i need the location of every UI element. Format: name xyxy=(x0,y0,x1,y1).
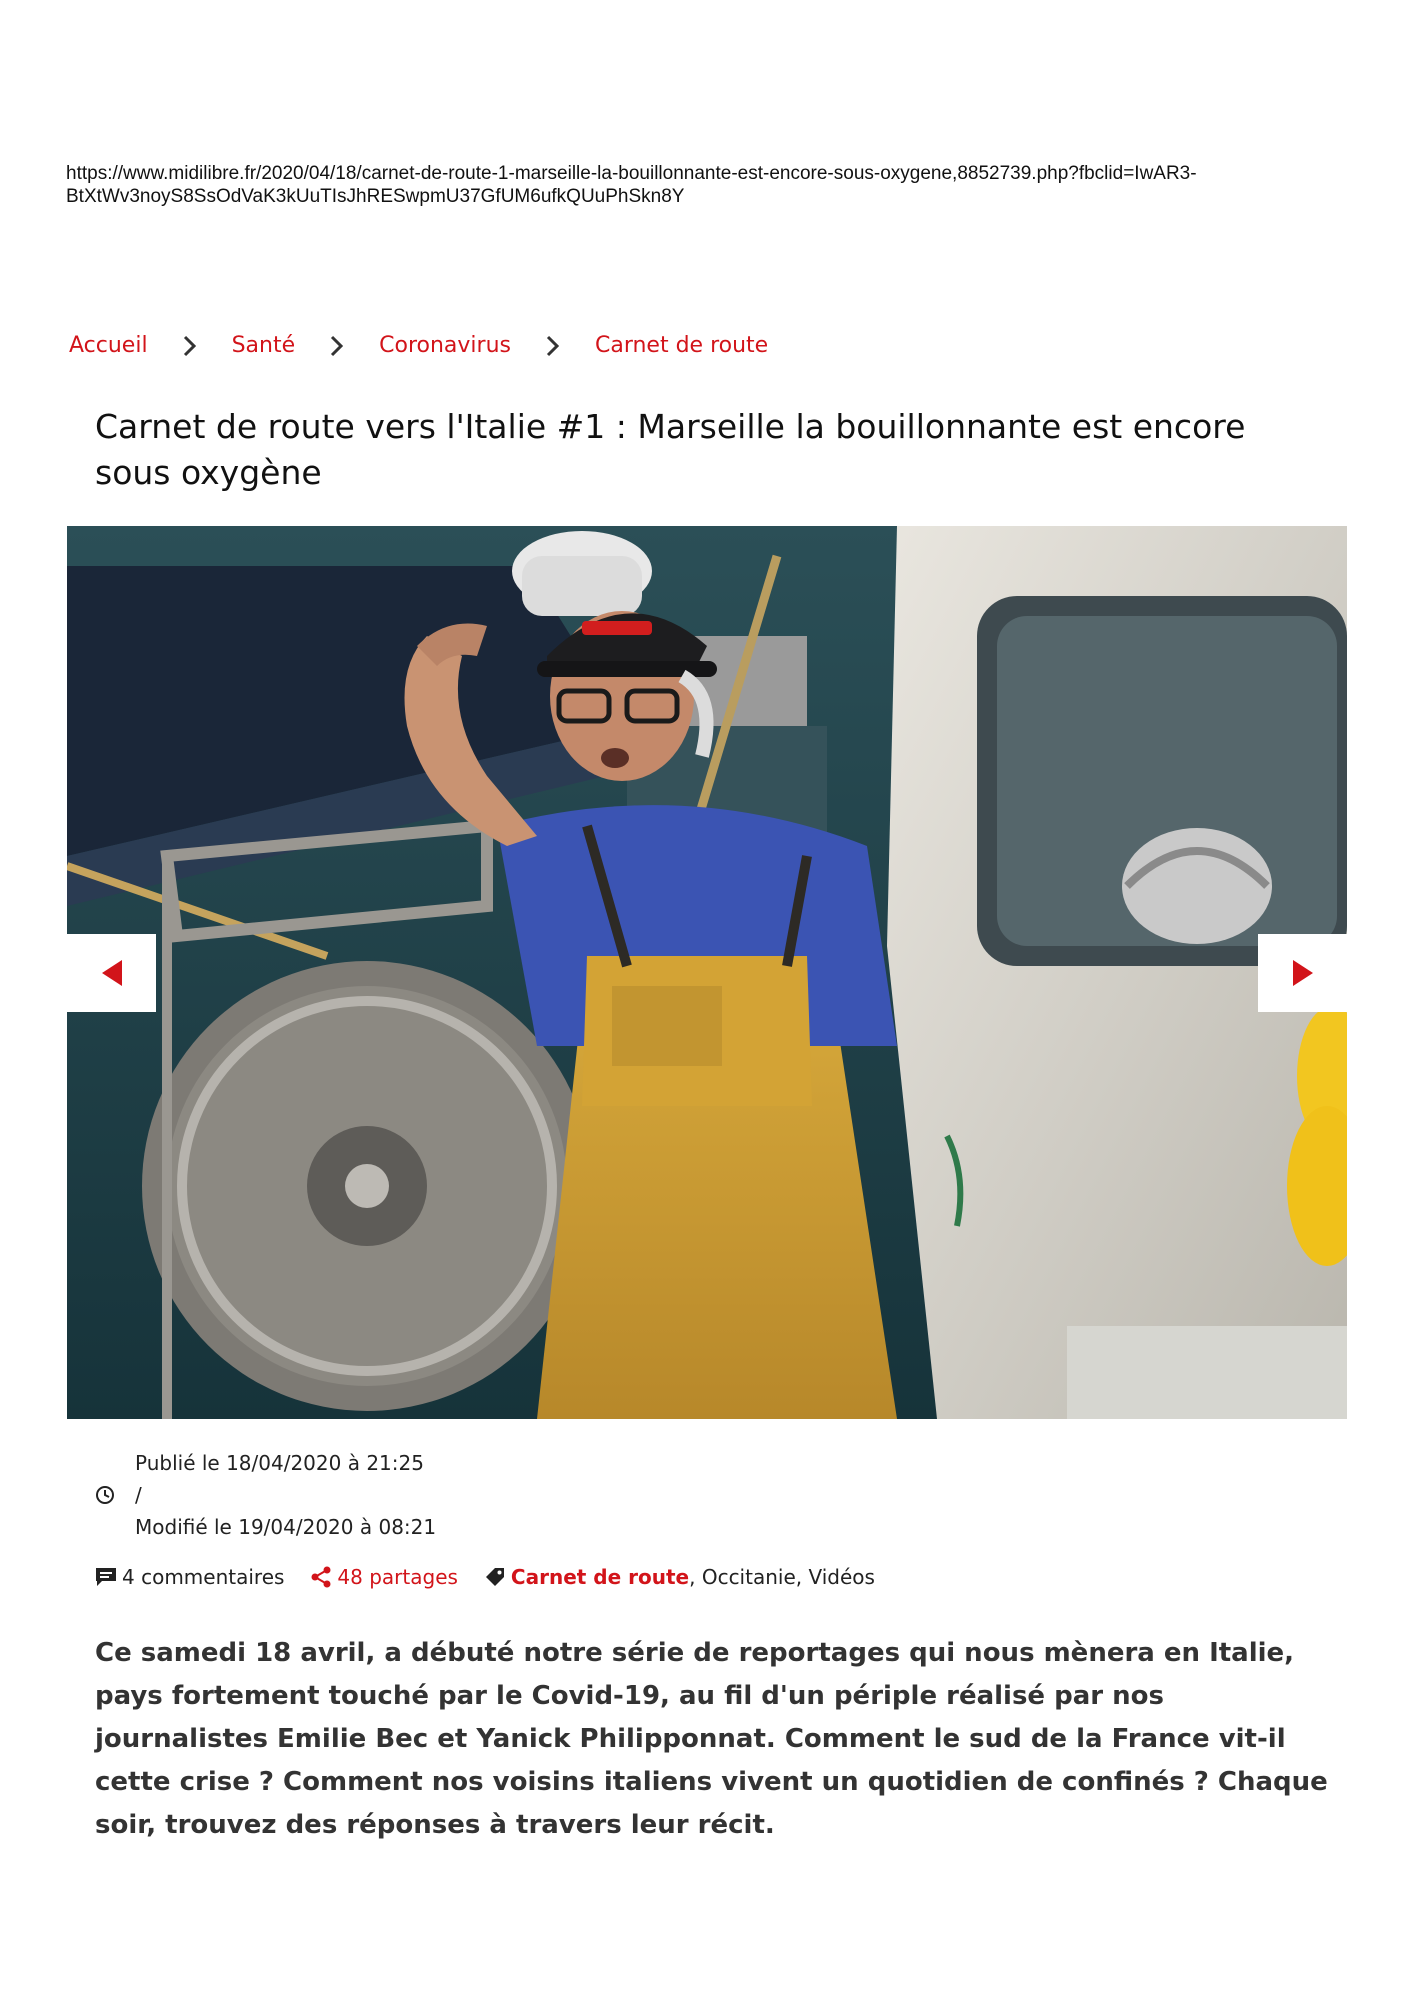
comments-link[interactable] xyxy=(95,1565,284,1589)
chevron-right-icon xyxy=(148,333,232,358)
tag-carnet-de-route[interactable]: Carnet de route xyxy=(510,1565,690,1589)
date-separator: / xyxy=(135,1483,142,1507)
page-title: Carnet de route vers l'Italie #1 : Marseille la bouillonnante est encore sous oxygène xyxy=(95,407,1246,492)
arrow-left-icon xyxy=(100,958,124,988)
source-url-line-2: BtXtWv3noyS8SsOdVaK3kUuTIsJhRESwpmU37GfUM6ufkQUuPhSkn8Y xyxy=(66,186,685,207)
share-icon xyxy=(310,1566,332,1588)
photo-carousel xyxy=(67,526,1347,1419)
modified-date: Modifié le 19/04/2020 à 08:21 xyxy=(135,1515,437,1539)
source-url xyxy=(66,162,1356,208)
breadcrumb-item-sante[interactable]: Santé xyxy=(231,332,296,358)
carousel-prev-button[interactable] xyxy=(67,934,156,1012)
tag-icon xyxy=(484,1566,506,1588)
breadcrumb xyxy=(69,326,768,364)
breadcrumb-item-coronavirus[interactable]: Coronavirus xyxy=(379,332,511,358)
shares-count: 48 partages xyxy=(337,1565,458,1589)
chevron-right-icon xyxy=(511,333,595,358)
clock-icon xyxy=(95,1485,115,1505)
arrow-right-icon xyxy=(1291,958,1315,988)
article-meta xyxy=(95,1561,901,1593)
source-url-line-1: https://www.midilibre.fr/2020/04/18/carnet-de-route-1-marseille-la-bouillonnante-est-encore-sous-oxygene,8852739.php?fbclid=IwAR3- xyxy=(66,163,1197,184)
published-date: Publié le 18/04/2020 à 21:25 xyxy=(135,1451,424,1475)
tag-other-tags[interactable]: , Occitanie, Vidéos xyxy=(689,1565,875,1589)
tags xyxy=(484,1565,875,1589)
chevron-right-icon xyxy=(295,333,379,358)
breadcrumb-item-carnet-de-route[interactable]: Carnet de route xyxy=(594,332,769,358)
comment-icon xyxy=(95,1567,117,1587)
article-lead: Ce samedi 18 avril, a débuté notre série de reportages qui nous mènera en Italie, pays fortement touché par le Covid-19, au fil d'un périple réalisé par nos journalistes Emilie Bec et Yanick Philipponnat. Comment le sud de la France vit-il cette crise ? Comment nos voisins italiens vivent un quotidien de confinés ? Chaque soir, trouvez des réponses à travers leur récit. xyxy=(95,1638,1328,1840)
carousel-next-button[interactable] xyxy=(1258,934,1347,1012)
breadcrumb-item-accueil[interactable]: Accueil xyxy=(69,332,148,358)
article-dates xyxy=(95,1447,695,1543)
comments-count: 4 commentaires xyxy=(122,1565,285,1589)
article-photo xyxy=(67,526,1347,1419)
shares-link[interactable] xyxy=(310,1565,458,1589)
